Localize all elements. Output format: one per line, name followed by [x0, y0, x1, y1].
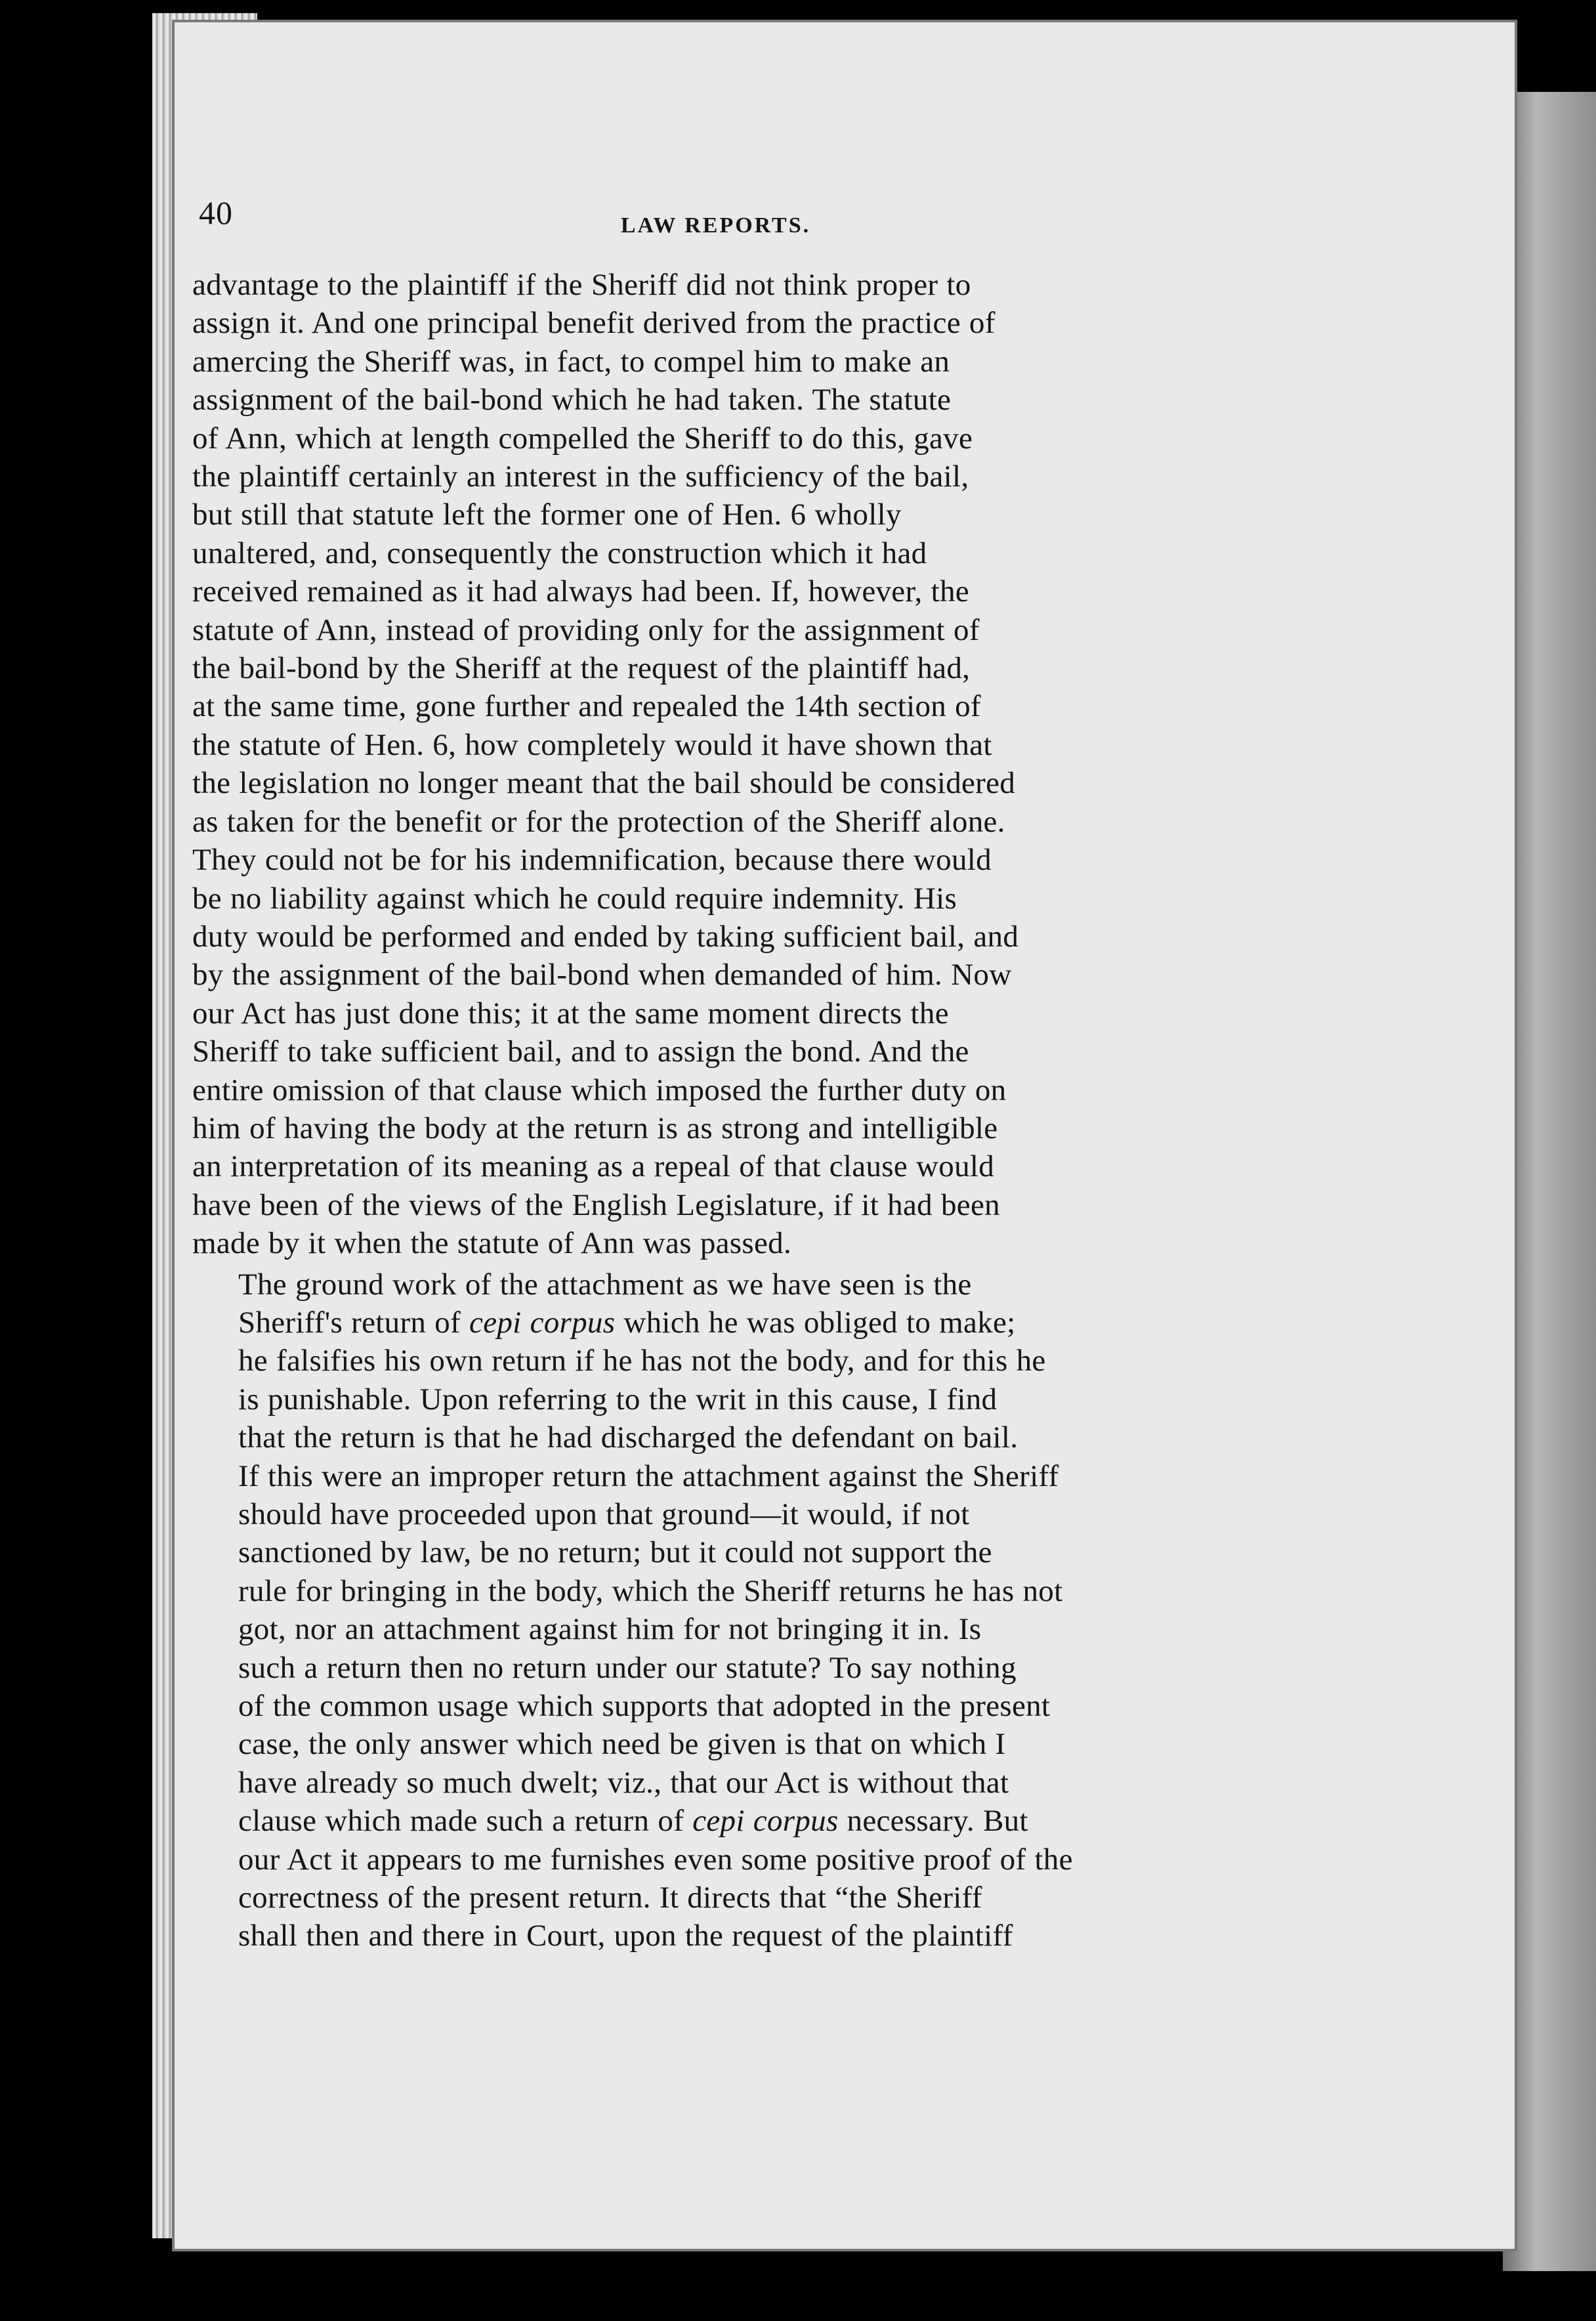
paragraph-2: [192, 1266, 1239, 1955]
text-line: as taken for the benefit or for the protection of the Sheriff alone.: [192, 804, 1005, 839]
text-line: by the assignment of the bail-bond when demanded of him. Now: [192, 958, 1012, 992]
text-run: Sheriff's return of: [238, 1305, 470, 1340]
text-line: have been of the views of the English Legislature, if it had been: [192, 1187, 1000, 1222]
running-head: [192, 174, 1239, 266]
text-line: he falsifies his own return if he has not the body, and for this he: [238, 1344, 1046, 1378]
paragraph-1: [192, 266, 1239, 1263]
text-line: shall then and there in Court, upon the request of the plaintiff: [238, 1919, 1013, 1953]
text-line: They could not be for his indemnification, because there would: [192, 843, 992, 878]
text-line: sanctioned by law, be no return; but it could not support the: [238, 1535, 992, 1570]
text-line: made by it when the statute of Ann was passed.: [192, 1226, 791, 1261]
text-line-with-italic: [192, 1802, 1239, 1840]
text-line: duty would be performed and ended by taking sufficient bail, and: [192, 919, 1019, 954]
text-line: If this were an improper return the attachment against the Sheriff: [238, 1459, 1059, 1493]
text-run: necessary. But: [838, 1804, 1028, 1839]
text-line: statute of Ann, instead of providing only for the assignment of: [192, 612, 980, 647]
text-line: amercing the Sheriff was, in fact, to compel him to make an: [192, 344, 950, 379]
text-line: be no liability against which he could require indemnity. His: [192, 881, 957, 916]
text-line: is punishable. Upon referring to the writ in this cause, I find: [238, 1382, 998, 1416]
text-line: the legislation no longer meant that the bail should be considered: [192, 766, 1016, 801]
text-line: assignment of the bail-bond which he had taken. The statute: [192, 383, 952, 417]
text-line: should have proceeded upon that ground—it would, if not: [238, 1497, 970, 1531]
text-run: clause which made such a return of: [238, 1804, 693, 1839]
text-line: of Ann, which at length compelled the Sheriff to do this, gave: [192, 421, 973, 456]
text-line: unaltered, and, consequently the construction which it had: [192, 536, 927, 570]
text-run: which he was obliged to make;: [615, 1305, 1016, 1340]
text-line: The ground work of the attachment as we have seen is the: [238, 1267, 972, 1302]
text-line: but still that statute left the former one of Hen. 6 wholly: [192, 498, 902, 532]
page-number: 40: [199, 194, 233, 231]
page-content: [192, 174, 1239, 1955]
text-line: our Act it appears to me furnishes even some positive proof of the: [238, 1842, 1073, 1877]
running-title: LAW REPORTS.: [620, 213, 811, 238]
text-line: rule for bringing in the body, which the Sheriff returns he has not: [238, 1573, 1063, 1608]
text-line: that the return is that he had discharged the defendant on bail.: [238, 1420, 1018, 1455]
italic-term: cepi corpus: [469, 1305, 616, 1340]
text-line: advantage to the plaintiff if the Sheriff did not think proper to: [192, 268, 971, 302]
text-line: correctness of the present return. It directs that “the Sheriff: [238, 1881, 982, 1915]
text-line: our Act has just done this; it at the same moment directs the: [192, 996, 949, 1031]
text-line: have already so much dwelt; viz., that our Act is without that: [238, 1765, 1009, 1800]
text-line: case, the only answer which need be given is that on which I: [238, 1727, 1006, 1762]
text-line-with-italic: [192, 1304, 1239, 1342]
text-line: Sheriff to take sufficient bail, and to assign the bond. And the: [192, 1034, 969, 1069]
text-line: at the same time, gone further and repealed the 14th section of: [192, 689, 981, 724]
text-line: entire omission of that clause which imposed the further duty on: [192, 1073, 1007, 1107]
text-line: an interpretation of its meaning as a repeal of that clause would: [192, 1149, 995, 1184]
text-line: of the common usage which supports that adopted in the present: [238, 1689, 1051, 1724]
text-line: got, nor an attachment against him for not bringing it in. Is: [238, 1612, 982, 1647]
text-line: assign it. And one principal benefit derived from the practice of: [192, 306, 996, 341]
text-line: received remained as it had always had been. If, however, the: [192, 574, 969, 609]
italic-term: cepi corpus: [692, 1804, 839, 1839]
text-line: such a return then no return under our statute? To say nothing: [238, 1650, 1017, 1685]
text-line: the bail-bond by the Sheriff at the request of the plaintiff had,: [192, 651, 971, 686]
text-line: the statute of Hen. 6, how completely would it have shown that: [192, 727, 992, 762]
text-line: the plaintiff certainly an interest in the sufficiency of the bail,: [192, 459, 969, 494]
text-line: him of having the body at the return is as strong and intelligible: [192, 1111, 998, 1145]
